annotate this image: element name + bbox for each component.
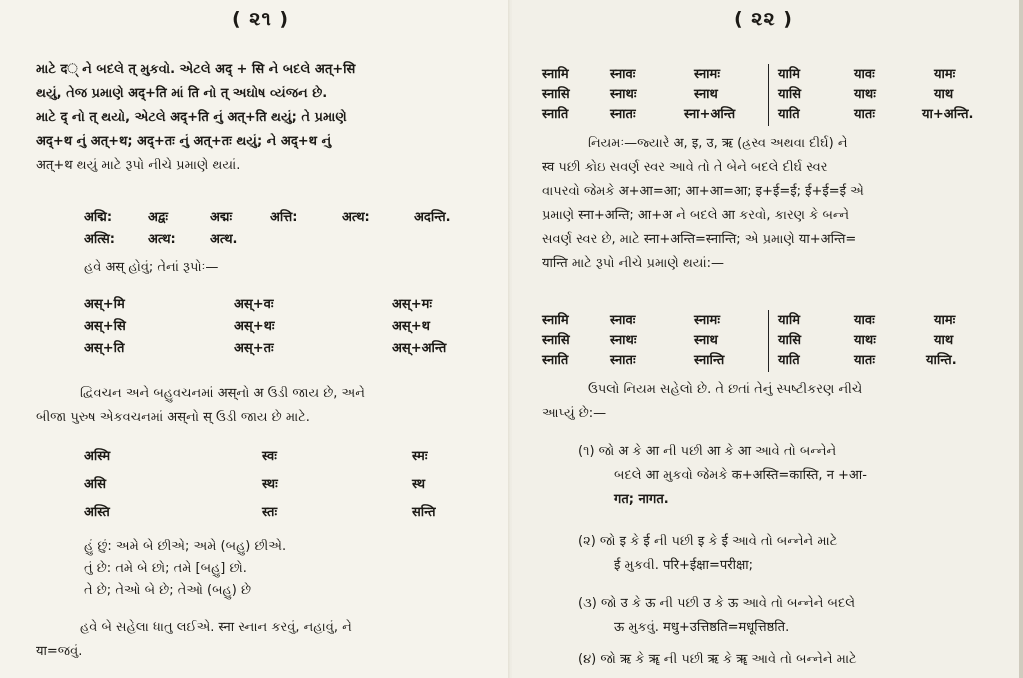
rule-text: જો इ કે ई ની પછી इ કે ई આવે તો બન્નેને માટે — [599, 534, 838, 549]
text-line: गत; नागत. — [614, 492, 669, 507]
rule-number: (૧) — [578, 444, 595, 459]
text-line: આપ્યું છે:— — [542, 406, 607, 421]
rule-text: જો अ કે आ ની પછી आ કે आ આવે તો બન્નેને — [598, 444, 837, 459]
text-line: તે છે; તેઓ બે છે; તેઓ (બહુ) છે — [84, 583, 252, 598]
rule-number: (૨) — [578, 534, 596, 549]
numbered-rule-3 — [578, 592, 855, 640]
text-line: વાપરવો જેમકે अ+आ=आ; आ+आ=आ; इ+ई=ई; ई+ई=ई એ — [542, 184, 864, 199]
text-line: या=જવું. — [36, 644, 83, 659]
table-row — [84, 229, 484, 251]
table-cell: स्नामः — [694, 67, 720, 82]
table-cell: अस्+थ — [392, 319, 430, 334]
table-row — [84, 207, 484, 229]
table-cell: यान्ति. — [926, 353, 957, 368]
as-forms-table — [84, 446, 484, 530]
table-cell: स्थ — [412, 477, 426, 492]
table-cell: स्नाथः — [610, 87, 637, 102]
top-conjugation-table — [542, 64, 1002, 124]
table-cell: स्वः — [262, 449, 277, 464]
table-cell: याथः — [854, 87, 876, 102]
numbered-rule-4 — [578, 648, 857, 672]
table-cell: अस्+अन्ति — [392, 341, 447, 356]
table-cell: स्मः — [412, 449, 428, 464]
table-cell: स्नान्ति — [694, 353, 725, 368]
table-cell: स्नातः — [610, 107, 636, 122]
table-cell: याथ — [934, 87, 954, 102]
table-cell: अस्+मः — [392, 297, 433, 312]
text-line: સવર્ણ સ્વર છે, માટે स्ना+अन्ति=स्नान्ति; એ પ્રમાણે या+अन्ति= — [542, 232, 857, 247]
text-line: હું છું: અમે બે છીએ; અમે (બહુ) છીએ. — [84, 539, 287, 554]
table-cell: असि — [84, 477, 107, 492]
table-cell: यामः — [934, 67, 956, 82]
table-cell: स्नाथ — [694, 333, 718, 348]
table-cell: अत्सि: — [84, 232, 116, 247]
table-cell: अद्मि: — [84, 210, 113, 225]
table-cell: अस्+तः — [234, 341, 274, 356]
table-cell: याथः — [854, 333, 876, 348]
text-line — [578, 440, 867, 464]
intro-paragraph — [36, 58, 355, 178]
table-cell: यामि — [778, 67, 801, 82]
text-line — [578, 530, 837, 554]
table-row — [84, 446, 484, 474]
table-cell: स्ना+अन्ति — [684, 107, 736, 122]
page-edge — [1019, 0, 1023, 678]
table-cell: स्नासि — [542, 87, 570, 102]
text-line: अत्+थ થયું માટે રૂપો નીચે પ્રમાણે થયાં. — [36, 158, 241, 173]
ad-forms-table — [84, 207, 484, 251]
table-cell: सन्ति — [412, 505, 436, 520]
explain-paragraph — [542, 378, 862, 426]
table-row — [542, 64, 1002, 84]
table-cell: अस्+मि — [84, 297, 125, 312]
numbered-rule-1 — [578, 440, 867, 512]
table-row — [84, 316, 484, 338]
table-cell: अद्वः — [148, 210, 169, 225]
table-row — [84, 338, 484, 360]
text-line — [578, 592, 855, 616]
table-row — [84, 502, 484, 530]
table-cell: स्नाति — [542, 353, 569, 368]
text-line: ई મુકવી. परि+ईक्षा=परीक्षा; — [614, 558, 754, 573]
table-cell: अस्मि — [84, 449, 111, 464]
table-row — [542, 84, 1002, 104]
table-cell: अत्थ. — [210, 232, 238, 247]
table-divider — [768, 310, 769, 372]
rule-paragraph — [36, 382, 365, 430]
text-line: બદલે आ મુકવો જેમકે क+अस्ति=कास्ति, न +आ- — [614, 468, 867, 483]
table-cell: अस्+थः — [234, 319, 275, 334]
table-cell: यातः — [854, 353, 875, 368]
meaning-lines — [84, 536, 286, 602]
right-page — [512, 0, 1023, 678]
table-cell: यावः — [854, 313, 875, 328]
text-line: ऊ મુકવું. मधु+उत्तिष्ठति=मधूत्तिष्ठति. — [614, 620, 790, 635]
table-cell: अदन्ति. — [414, 210, 451, 225]
text-line: હવે બે સહેલા ધાતુ લઈએ. स्ना સ્નાન કરવું, નહાવું, ને — [80, 620, 352, 635]
table-cell: या+अन्ति. — [922, 107, 974, 122]
text-line: यान्ति માટે રૂપો નીચે પ્રમાણે થયાં:— — [542, 256, 725, 271]
table-cell: स्नामि — [542, 67, 569, 82]
text-line: તું છે: તમે બે છો; તમે [બહુ] છો. — [84, 561, 247, 576]
rule-number: (૩) — [578, 596, 597, 611]
table-divider — [768, 64, 769, 126]
table-cell: यातः — [854, 107, 875, 122]
as-split-table — [84, 294, 484, 360]
table-cell: अस्ति — [84, 505, 110, 520]
table-cell: याति — [778, 353, 800, 368]
table-cell: यामि — [778, 313, 801, 328]
table-cell: याथ — [934, 333, 954, 348]
table-cell: स्नामः — [694, 313, 720, 328]
table-row — [84, 474, 484, 502]
text-line: स्व પછી કોઇ સવર્ણ સ્વર આવે તો તે બેને બદલે દીર્ઘ સ્વર — [542, 160, 828, 175]
text-line: ઉપલો નિયમ સહેલો છે. તે છતાં તેનું સ્પષ્ટીકરણ નીચે — [588, 382, 863, 397]
table-row — [542, 310, 1002, 330]
rule-number: (૪) — [578, 652, 597, 667]
table-cell: स्नामि — [542, 313, 569, 328]
table-cell: यासि — [778, 333, 802, 348]
rule-text: જો ऋ કે ॠ ની પછી ऋ કે ॠ આવે તો બન્નેને માટે — [600, 652, 857, 667]
rule-paragraph — [542, 132, 864, 276]
table-cell: स्नाति — [542, 107, 569, 122]
table-cell: अद्मः — [210, 210, 233, 225]
table-cell: स्नावः — [610, 67, 636, 82]
bottom-conjugation-table — [542, 310, 1002, 370]
text-line: अद्+थ નું अत्+थ; अद्+तः નું अत्+तः થયું; ને अद्+थ નું — [36, 134, 332, 149]
text-line — [578, 648, 857, 672]
table-cell: अस्+वः — [234, 297, 274, 312]
text-line: પ્રમાણે स्ना+अन्ति; आ+अ ને બદલે आ કરવો, કારણ કે બન્ને — [542, 208, 850, 223]
table-cell: अस्+ति — [84, 341, 125, 356]
table-cell: यामः — [934, 313, 956, 328]
table-row — [542, 330, 1002, 350]
closing-paragraph — [36, 616, 352, 664]
table-cell: यावः — [854, 67, 875, 82]
page-number: ( ૨૨ ) — [734, 8, 793, 30]
text-line: થયું, તેજ પ્રમાણે अद्+ति માં ति નો त् અઘોષ વ્યંજન છે. — [36, 86, 328, 101]
table-cell: स्नाथ — [694, 87, 718, 102]
table-cell: अत्ति: — [270, 210, 298, 225]
table-cell: यासि — [778, 87, 802, 102]
table-cell: स्नाथः — [610, 333, 637, 348]
table-cell: अस्+सि — [84, 319, 126, 334]
rule-text: જો उ કે ऊ ની પછી उ કે ऊ આવે તો બન્નેને બદલે — [600, 596, 856, 611]
as-intro — [84, 256, 218, 280]
table-cell: स्नासि — [542, 333, 570, 348]
text-line: હવે अस् હોવું; તેનાં રૂપોઃ— — [84, 260, 219, 275]
table-cell: स्नातः — [610, 353, 636, 368]
text-line: નિયમઃ—જ્યારે अ, इ, उ, ऋ (હ્રસ્વ અથવા દીર્ઘ) ને — [588, 136, 848, 151]
text-line: દ્વિવચન અને બહુવચનમાં अस्નો अ ઉડી જાય છે, અને — [80, 386, 365, 401]
text-line: બીજા પુરુષ એકવચનમાં अस्નો स् ઉડી જાય છે માટે. — [36, 410, 310, 425]
table-cell: स्नावः — [610, 313, 636, 328]
table-cell: याति — [778, 107, 800, 122]
text-line: માટે द્ ને બદલે त् મુકવો. એટલે अद् + सि ને બદલે अत्+सि — [36, 62, 356, 77]
text-line: માટે द् નો त् થયો, એટલે अद्+ति નું अत्+ति થયું; તે પ્રમાણે — [36, 110, 347, 125]
page-number: ( ૨૧ ) — [232, 8, 290, 30]
table-cell: स्तः — [262, 505, 278, 520]
table-row — [84, 294, 484, 316]
table-cell: स्थः — [262, 477, 278, 492]
numbered-rule-2 — [578, 530, 837, 578]
table-cell: अत्थ: — [342, 210, 370, 225]
table-row — [542, 104, 1002, 124]
table-row — [542, 350, 1002, 370]
table-cell: अत्थ: — [148, 232, 176, 247]
